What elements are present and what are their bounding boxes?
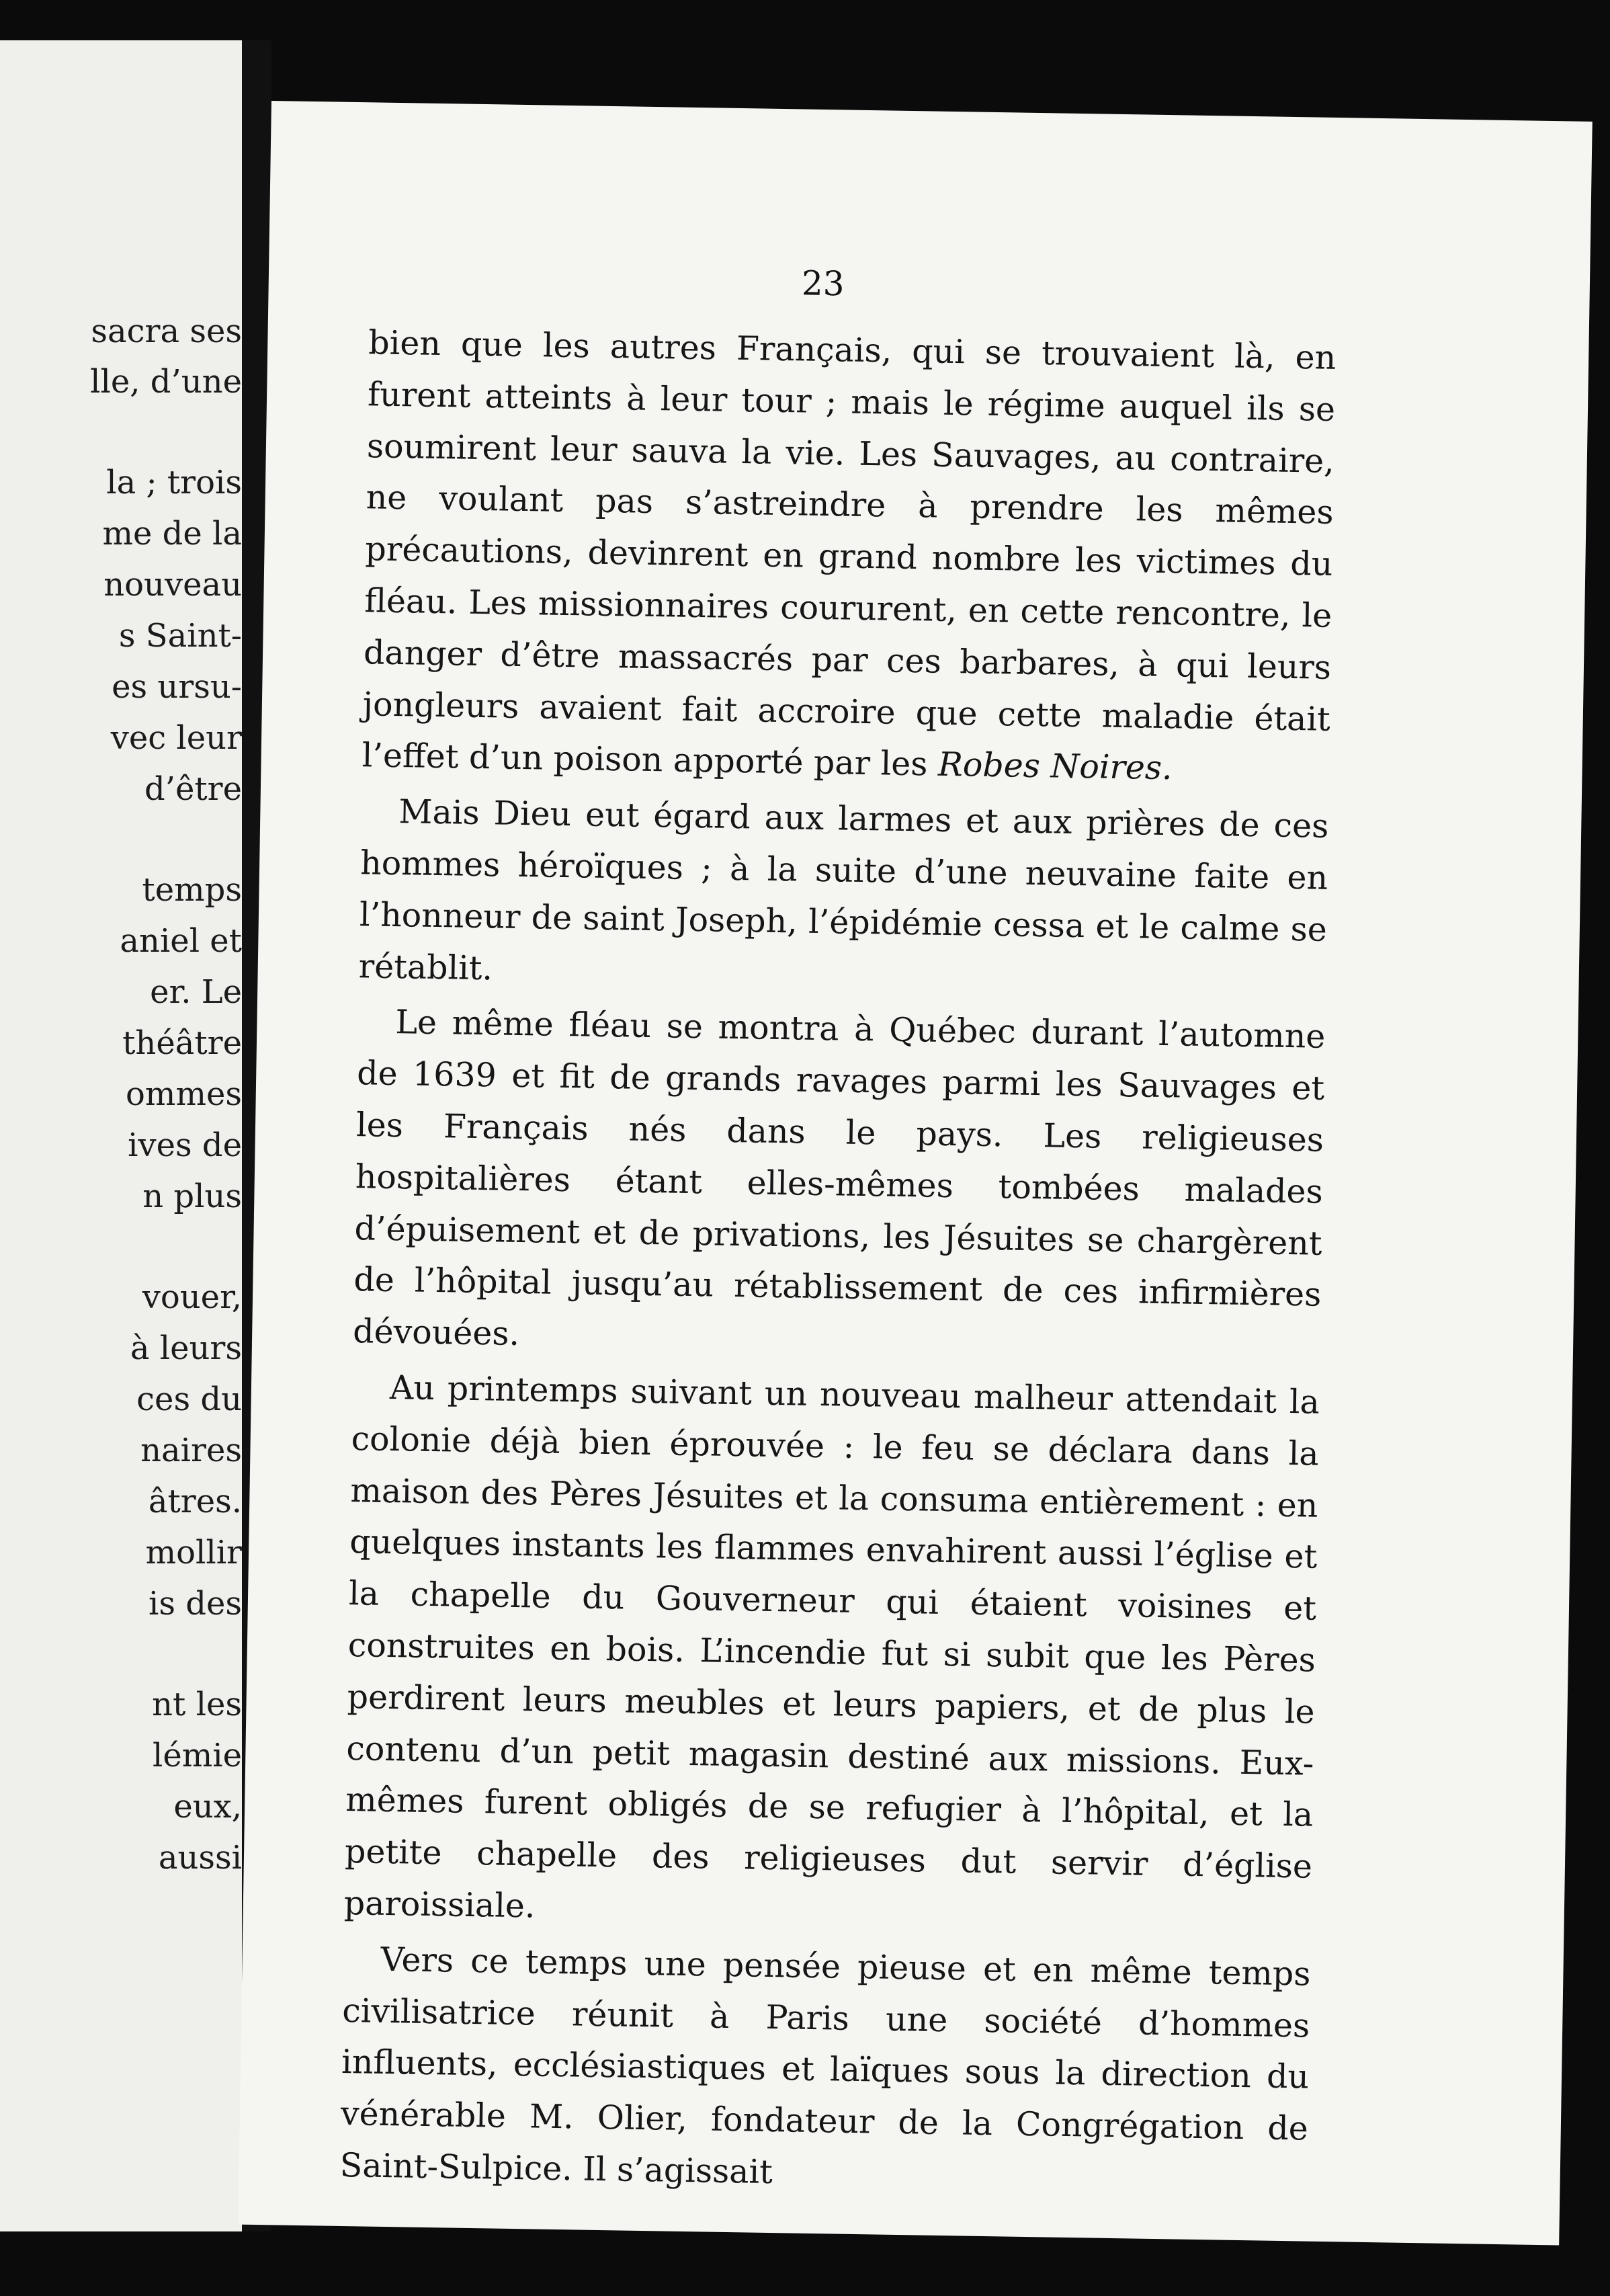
- facing-line: ces du: [136, 1381, 242, 1418]
- facing-line: âtres.: [148, 1483, 242, 1520]
- facing-page-text: [0, 40, 242, 2231]
- page-number: 23: [801, 263, 845, 304]
- facing-line: d’être: [144, 770, 242, 808]
- facing-line: naires: [140, 1432, 242, 1469]
- facing-line: is des: [148, 1585, 242, 1623]
- facing-line: mollir: [145, 1534, 242, 1571]
- facing-line: vouer,: [142, 1278, 242, 1316]
- paragraph: [362, 317, 1337, 797]
- facing-line: ives de: [128, 1126, 242, 1164]
- facing-line: nt les: [152, 1686, 242, 1723]
- facing-line: aniel et: [120, 922, 242, 960]
- facing-line: vec leur: [110, 719, 242, 757]
- facing-line: me de la: [102, 515, 242, 552]
- paragraph-text: bien que les autres Français, qui se trouvaient là, en furent atteints à leur tour ; mais le régime auquel ils se soumirent leur sauva la vie. Les Sauvages, au contraire, ne voulant pas s’astreindre à prendre les mêmes précautions, devinrent en grand nombre les victimes du fléau. Les missionnaires coururent, en cette rencontre, le danger d’être massacrés par ces barbares, à qui leurs jongleurs avaient fait accroire que cette maladie était l’effet d’un poison apporté par les: [362, 323, 1337, 784]
- facing-line: théâtre: [122, 1024, 242, 1062]
- paragraph: Le même fléau se montra à Québec durant l’automne de 1639 et fit de grands ravages parmi les Sauvages et les Français nés dans le pays. Les religieuses hospitalières étant elles-mêmes tombées malades d’épuisement et de privations, les Jésuites se chargèrent de l’hôpital jusqu’au rétablissement de ces infirmières dévouées.: [352, 1003, 1326, 1354]
- facing-line: lle, d’une: [90, 363, 242, 401]
- facing-line: lémie: [152, 1737, 242, 1774]
- paragraph: Au printemps suivant un nouveau malheur attendait la colonie déjà bien éprouvée : le feu se déclara dans la maison des Pères Jésuites et la consuma entièrement : en quelques instants les flammes envahirent aussi l’église et la chapelle du Gouverneur qui étaient voisines et construites en bois. L’incendie fut si subit que les Pères perdirent leurs meubles et leurs papiers, et de plus le contenu d’un petit magasin destiné aux missions. Eux-mêmes furent obligés de se refugier à l’hôpital, et la petite chapelle des religieuses dut servir d’église paroissiale.: [343, 1368, 1320, 1926]
- facing-line: n plus: [142, 1178, 242, 1215]
- paragraph: Mais Dieu eut égard aux larmes et aux prières de ces hommes héroïques ; à la suite d’une neuvaine faite en l’honneur de saint Joseph, l’épidémie cessa et le calme se rétablit.: [358, 792, 1329, 987]
- facing-line: s Saint-: [118, 617, 242, 655]
- facing-line: la ; trois: [106, 464, 242, 501]
- facing-line: à leurs: [130, 1329, 242, 1367]
- facing-line: eux,: [173, 1788, 242, 1826]
- page-text: [339, 317, 1337, 2207]
- facing-line: aussi: [158, 1839, 242, 1877]
- facing-page: [0, 40, 242, 2231]
- facing-line: sacra ses: [91, 313, 242, 350]
- paragraph: Vers ce temps une pensée pieuse et en même temps civilisatrice réunit à Paris une société d’hommes influents, ecclésiastiques et laïques sous la direction du vénérable M. Olier, fondateur de la Congrégation de Saint-Sulpice. Il s’agissait: [339, 1940, 1311, 2191]
- facing-line: ommes: [126, 1075, 242, 1113]
- facing-line: es ursu-: [112, 668, 242, 706]
- book-page: [238, 101, 1592, 2245]
- italic-text: Robes Noires.: [937, 745, 1173, 788]
- facing-line: er. Le: [150, 973, 242, 1011]
- facing-line: temps: [142, 871, 242, 909]
- facing-line: nouveau: [103, 566, 242, 604]
